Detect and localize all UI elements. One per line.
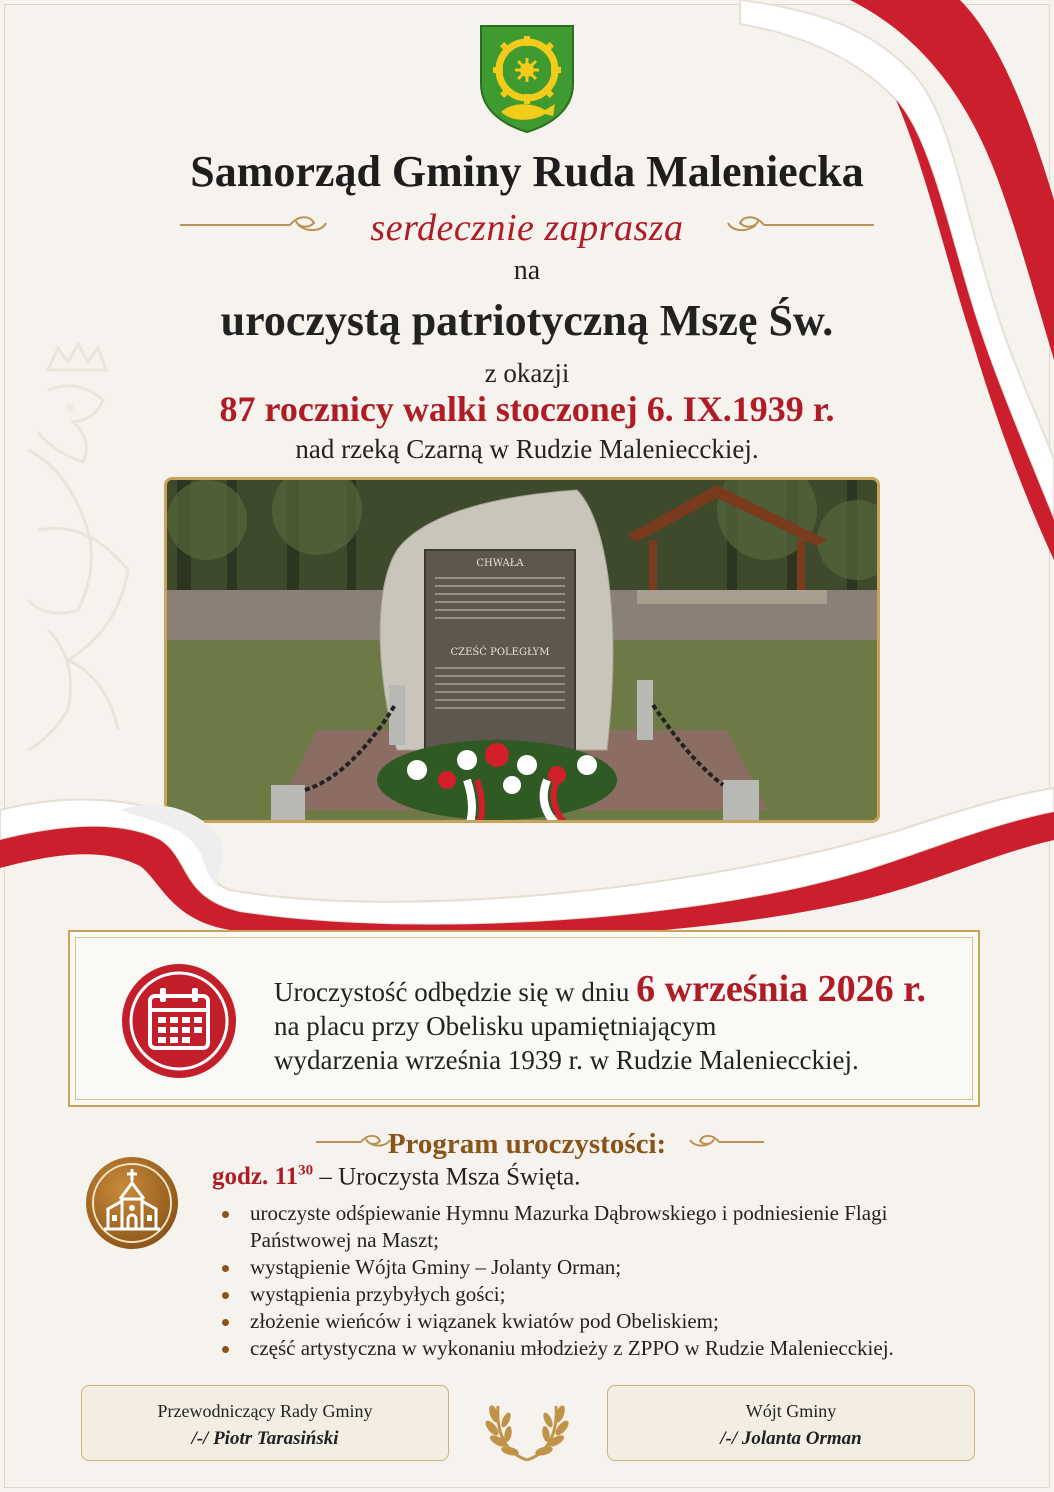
location-line: nad rzeką Czarną w Rudzie Maleniecckiej. bbox=[295, 434, 759, 464]
organizer-title: Samorząd Gminy Ruda Maleniecka bbox=[190, 147, 864, 196]
signature-role: Przewodniczący Rady Gminy bbox=[157, 1401, 373, 1421]
mass-time bbox=[212, 1163, 313, 1190]
obelisk-illustration bbox=[167, 480, 877, 820]
plaque-title: CHWAŁA bbox=[476, 558, 524, 569]
program-flourish-right-icon bbox=[684, 1130, 764, 1154]
na-word: na bbox=[513, 255, 541, 286]
info-line-place-2: wydarzenia września 1939 r. w Rudzie Maleniecckiej. bbox=[274, 1045, 859, 1075]
mass-time-hour: godz. 11 bbox=[212, 1163, 299, 1191]
mass-time-minutes: 30 bbox=[298, 1163, 314, 1179]
event-title: uroczystą patriotyczną Mszę Św. bbox=[220, 296, 834, 345]
mass-time-line bbox=[212, 1163, 580, 1191]
signature-mayor bbox=[607, 1385, 975, 1461]
flourish-right-icon bbox=[724, 213, 874, 237]
signature-role: Wójt Gminy bbox=[745, 1401, 837, 1421]
signature-name: /-/ Jolanta Orman bbox=[720, 1428, 862, 1449]
signature-council-chair bbox=[81, 1385, 449, 1461]
event-date: 6 września 2026 r. bbox=[636, 968, 927, 1010]
calendar-icon bbox=[120, 962, 238, 1080]
program-list bbox=[216, 1200, 956, 1362]
list-item: uroczyste odśpiewanie Hymnu Mazurka Dąbrowskiego i podniesienie Flagi Państwowej na Maszt; bbox=[216, 1200, 956, 1254]
occasion-prefix: z okazji bbox=[484, 358, 570, 388]
church-icon bbox=[84, 1155, 180, 1251]
info-line-date bbox=[274, 967, 926, 1011]
anniversary-line: 87 rocznicy walki stoczonej 6. IX.1939 r. bbox=[219, 389, 835, 429]
mass-description: – Uroczysta Msza Święta. bbox=[319, 1163, 581, 1191]
list-item: złożenie wieńców i wiązanek kwiatów pod Obeliskiem; bbox=[216, 1308, 956, 1335]
gmina-crest bbox=[477, 22, 577, 134]
list-item: wystąpienie Wójta Gminy – Jolanty Orman; bbox=[216, 1254, 956, 1281]
program-heading: Program uroczystości: bbox=[387, 1128, 667, 1160]
event-info-box bbox=[68, 930, 980, 1107]
flag-ribbon-bottom bbox=[0, 770, 1054, 930]
list-item: część artystyczna w wykonaniu młodzieży z ZPPO w Rudzie Maleniecckiej. bbox=[216, 1335, 956, 1362]
list-item: wystąpienia przybyłych gości; bbox=[216, 1281, 956, 1308]
plaque-subtitle: CZEŚĆ POLEGŁYM bbox=[450, 647, 550, 658]
info-line-place: na placu przy Obelisku upamiętniającym bbox=[274, 1011, 717, 1041]
laurel-wreath-icon bbox=[478, 1396, 576, 1462]
info-date-prefix: Uroczystość odbędzie się w dniu bbox=[274, 977, 630, 1007]
signature-name: /-/ Piotr Tarasiński bbox=[191, 1428, 339, 1449]
invitation-subtitle: serdecznie zaprasza bbox=[370, 207, 684, 249]
